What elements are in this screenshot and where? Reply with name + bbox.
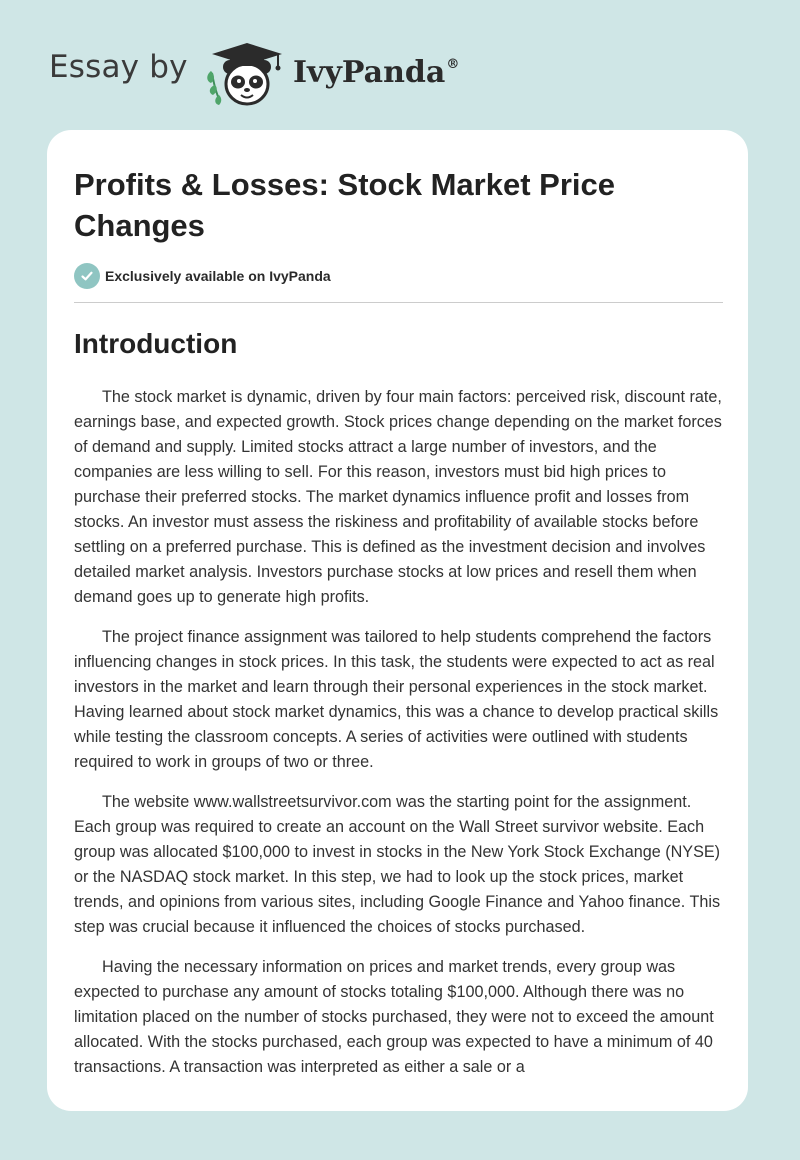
brand-name: IvyPanda: [293, 55, 446, 90]
site-header: [0, 0, 800, 130]
paragraph: The stock market is dynamic, driven by four main factors: perceived risk, discount rate, earnings base, and expected growth. Stock prices change depending on the market forces of demand and supply. Limited stocks attract a large number of investors, and the companies are less willing to sell. For this reason, investors must bid high prices to purchase their preferred stocks. The market dynamics influence profit and losses from stocks. An investor must assess the riskiness and profitability of available stocks before settling on a preferred purchase. This is defined as the investment decision and involves detailed market analysis. Investors purchase stocks at low prices and resell them when demand goes up to generate high profits.: [74, 388, 722, 606]
brand-logo-text[interactable]: [293, 55, 459, 90]
panda-graduation-cap-logo-icon: [202, 37, 292, 109]
paragraph: The project finance assignment was tailored to help students comprehend the factors influencing changes in stock prices. In this task, the students were expected to act as real investors in the market and learn through their personal experiences in the stock market. Having learned about stock market dynamics, this was a chance to develop practical skills while testing the classroom concepts. A series of activities were outlined with students required to work in groups of two or three.: [74, 628, 719, 771]
paragraph: Having the necessary information on prices and market trends, every group was expected to purchase any amount of stocks totaling $100,000. Although there was no limitation placed on the number of stocks purchased, they were not to exceed the amount allocated. With the stocks purchased, each group was expected to have a minimum of 40 transactions. A transaction was interpreted as either a sale or a: [74, 958, 714, 1076]
essay-by-label: Essay by: [49, 49, 188, 85]
exclusive-badge: [74, 263, 331, 289]
title-divider: [74, 302, 723, 303]
check-circle-icon: [74, 263, 100, 289]
section-heading-introduction: Introduction: [74, 328, 238, 359]
essay-body: [74, 385, 722, 1095]
registered-mark: ®: [446, 57, 460, 72]
essay-card: [47, 130, 748, 1111]
paragraph: The website www.wallstreetsurvivor.com was the starting point for the assignment. Each group was required to create an account on the Wall Street survivor website. Each group was allocated $100,000 to invest in stocks in the New York Stock Exchange (NYSE) or the NASDAQ stock market. In this step, we had to look up the stock prices, market trends, and opinions from various sites, including Google Finance and Yahoo finance. This step was crucial because it influenced the choices of stocks purchased.: [74, 793, 721, 936]
exclusive-badge-label: Exclusively available on IvyPanda: [105, 268, 331, 284]
essay-title: Profits & Losses: Stock Market Price Changes: [74, 167, 615, 243]
